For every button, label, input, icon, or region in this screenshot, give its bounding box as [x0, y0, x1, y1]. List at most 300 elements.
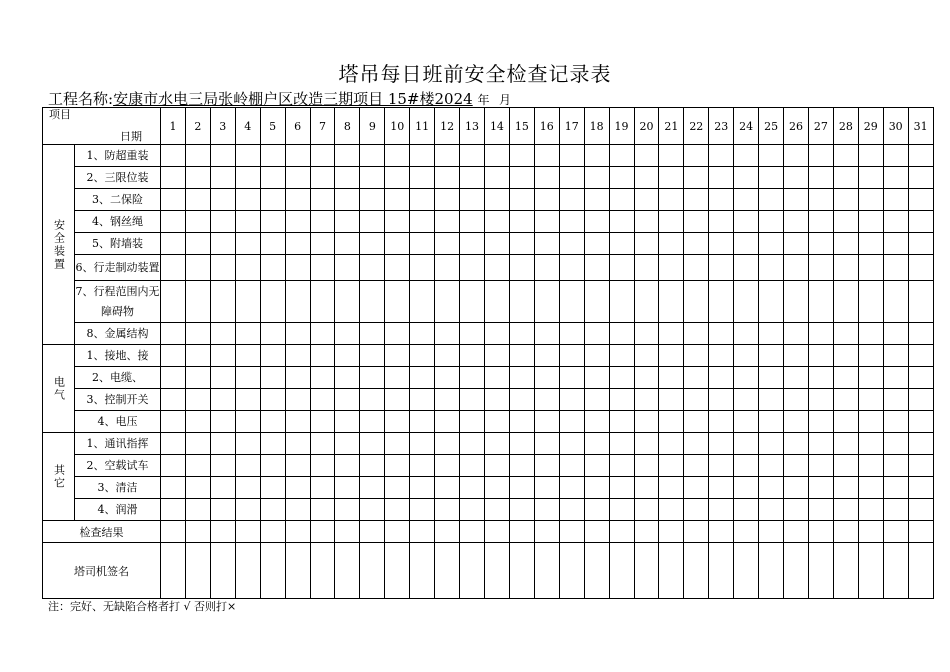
check-cell[interactable] — [559, 345, 584, 367]
check-cell[interactable] — [559, 233, 584, 255]
check-cell[interactable] — [385, 211, 410, 233]
check-cell[interactable] — [759, 367, 784, 389]
check-cell[interactable] — [659, 233, 684, 255]
check-cell[interactable] — [210, 455, 235, 477]
check-cell[interactable] — [285, 233, 310, 255]
check-cell[interactable] — [260, 433, 285, 455]
check-cell[interactable] — [759, 345, 784, 367]
check-cell[interactable] — [559, 281, 584, 323]
check-cell[interactable] — [360, 411, 385, 433]
check-cell[interactable] — [808, 323, 833, 345]
check-cell[interactable] — [584, 521, 609, 543]
check-cell[interactable] — [410, 233, 435, 255]
check-cell[interactable] — [484, 281, 509, 323]
check-cell[interactable] — [584, 411, 609, 433]
check-cell[interactable] — [609, 477, 634, 499]
check-cell[interactable] — [460, 255, 485, 281]
check-cell[interactable] — [235, 345, 260, 367]
check-cell[interactable] — [235, 281, 260, 323]
check-cell[interactable] — [634, 189, 659, 211]
check-cell[interactable] — [808, 499, 833, 521]
check-cell[interactable] — [858, 543, 883, 599]
check-cell[interactable] — [559, 543, 584, 599]
check-cell[interactable] — [285, 411, 310, 433]
check-cell[interactable] — [410, 167, 435, 189]
check-cell[interactable] — [534, 543, 559, 599]
check-cell[interactable] — [609, 281, 634, 323]
check-cell[interactable] — [310, 367, 335, 389]
check-cell[interactable] — [908, 521, 933, 543]
check-cell[interactable] — [584, 543, 609, 599]
check-cell[interactable] — [883, 281, 908, 323]
check-cell[interactable] — [260, 323, 285, 345]
check-cell[interactable] — [484, 233, 509, 255]
check-cell[interactable] — [659, 499, 684, 521]
check-cell[interactable] — [185, 255, 210, 281]
check-cell[interactable] — [484, 499, 509, 521]
check-cell[interactable] — [659, 211, 684, 233]
check-cell[interactable] — [335, 543, 360, 599]
check-cell[interactable] — [410, 521, 435, 543]
check-cell[interactable] — [634, 211, 659, 233]
check-cell[interactable] — [335, 167, 360, 189]
check-cell[interactable] — [509, 367, 534, 389]
check-cell[interactable] — [410, 455, 435, 477]
check-cell[interactable] — [584, 455, 609, 477]
check-cell[interactable] — [260, 145, 285, 167]
check-cell[interactable] — [509, 455, 534, 477]
check-cell[interactable] — [734, 411, 759, 433]
check-cell[interactable] — [833, 389, 858, 411]
check-cell[interactable] — [185, 411, 210, 433]
check-cell[interactable] — [360, 477, 385, 499]
check-cell[interactable] — [260, 521, 285, 543]
check-cell[interactable] — [185, 477, 210, 499]
check-cell[interactable] — [858, 499, 883, 521]
check-cell[interactable] — [759, 389, 784, 411]
check-cell[interactable] — [260, 189, 285, 211]
check-cell[interactable] — [161, 189, 186, 211]
check-cell[interactable] — [833, 323, 858, 345]
check-cell[interactable] — [833, 145, 858, 167]
check-cell[interactable] — [509, 167, 534, 189]
check-cell[interactable] — [808, 233, 833, 255]
check-cell[interactable] — [883, 433, 908, 455]
check-cell[interactable] — [808, 455, 833, 477]
check-cell[interactable] — [260, 281, 285, 323]
check-cell[interactable] — [808, 521, 833, 543]
check-cell[interactable] — [235, 189, 260, 211]
check-cell[interactable] — [410, 189, 435, 211]
check-cell[interactable] — [559, 521, 584, 543]
check-cell[interactable] — [559, 389, 584, 411]
check-cell[interactable] — [584, 233, 609, 255]
check-cell[interactable] — [858, 233, 883, 255]
check-cell[interactable] — [883, 455, 908, 477]
check-cell[interactable] — [883, 477, 908, 499]
check-cell[interactable] — [310, 345, 335, 367]
check-cell[interactable] — [908, 281, 933, 323]
check-cell[interactable] — [460, 345, 485, 367]
check-cell[interactable] — [460, 389, 485, 411]
check-cell[interactable] — [260, 455, 285, 477]
check-cell[interactable] — [360, 167, 385, 189]
check-cell[interactable] — [260, 233, 285, 255]
check-cell[interactable] — [509, 211, 534, 233]
check-cell[interactable] — [260, 499, 285, 521]
check-cell[interactable] — [634, 499, 659, 521]
check-cell[interactable] — [435, 189, 460, 211]
check-cell[interactable] — [360, 543, 385, 599]
check-cell[interactable] — [709, 499, 734, 521]
check-cell[interactable] — [385, 281, 410, 323]
check-cell[interactable] — [659, 345, 684, 367]
check-cell[interactable] — [709, 455, 734, 477]
check-cell[interactable] — [335, 255, 360, 281]
check-cell[interactable] — [310, 167, 335, 189]
check-cell[interactable] — [161, 389, 186, 411]
check-cell[interactable] — [335, 521, 360, 543]
check-cell[interactable] — [360, 255, 385, 281]
check-cell[interactable] — [235, 323, 260, 345]
check-cell[interactable] — [460, 455, 485, 477]
check-cell[interactable] — [460, 233, 485, 255]
check-cell[interactable] — [185, 521, 210, 543]
check-cell[interactable] — [335, 233, 360, 255]
check-cell[interactable] — [759, 145, 784, 167]
check-cell[interactable] — [410, 345, 435, 367]
check-cell[interactable] — [784, 389, 809, 411]
check-cell[interactable] — [185, 211, 210, 233]
check-cell[interactable] — [684, 411, 709, 433]
check-cell[interactable] — [210, 211, 235, 233]
check-cell[interactable] — [460, 477, 485, 499]
check-cell[interactable] — [734, 281, 759, 323]
check-cell[interactable] — [659, 145, 684, 167]
check-cell[interactable] — [161, 323, 186, 345]
check-cell[interactable] — [484, 367, 509, 389]
check-cell[interactable] — [509, 145, 534, 167]
check-cell[interactable] — [310, 543, 335, 599]
check-cell[interactable] — [709, 189, 734, 211]
check-cell[interactable] — [509, 189, 534, 211]
check-cell[interactable] — [734, 189, 759, 211]
check-cell[interactable] — [759, 499, 784, 521]
check-cell[interactable] — [833, 255, 858, 281]
check-cell[interactable] — [659, 389, 684, 411]
check-cell[interactable] — [534, 477, 559, 499]
check-cell[interactable] — [509, 233, 534, 255]
check-cell[interactable] — [908, 167, 933, 189]
check-cell[interactable] — [410, 211, 435, 233]
check-cell[interactable] — [435, 389, 460, 411]
check-cell[interactable] — [310, 521, 335, 543]
check-cell[interactable] — [210, 477, 235, 499]
check-cell[interactable] — [784, 167, 809, 189]
check-cell[interactable] — [335, 455, 360, 477]
check-cell[interactable] — [210, 499, 235, 521]
check-cell[interactable] — [634, 233, 659, 255]
check-cell[interactable] — [534, 499, 559, 521]
check-cell[interactable] — [759, 281, 784, 323]
check-cell[interactable] — [634, 145, 659, 167]
check-cell[interactable] — [534, 211, 559, 233]
check-cell[interactable] — [858, 411, 883, 433]
check-cell[interactable] — [335, 433, 360, 455]
check-cell[interactable] — [659, 477, 684, 499]
check-cell[interactable] — [634, 543, 659, 599]
check-cell[interactable] — [285, 167, 310, 189]
check-cell[interactable] — [709, 281, 734, 323]
check-cell[interactable] — [883, 521, 908, 543]
check-cell[interactable] — [435, 255, 460, 281]
check-cell[interactable] — [161, 455, 186, 477]
check-cell[interactable] — [659, 167, 684, 189]
check-cell[interactable] — [784, 455, 809, 477]
check-cell[interactable] — [460, 367, 485, 389]
check-cell[interactable] — [883, 233, 908, 255]
check-cell[interactable] — [609, 255, 634, 281]
check-cell[interactable] — [883, 411, 908, 433]
check-cell[interactable] — [858, 167, 883, 189]
check-cell[interactable] — [559, 255, 584, 281]
check-cell[interactable] — [634, 455, 659, 477]
check-cell[interactable] — [310, 145, 335, 167]
check-cell[interactable] — [709, 167, 734, 189]
check-cell[interactable] — [784, 499, 809, 521]
check-cell[interactable] — [210, 543, 235, 599]
check-cell[interactable] — [559, 455, 584, 477]
check-cell[interactable] — [235, 521, 260, 543]
check-cell[interactable] — [185, 345, 210, 367]
check-cell[interactable] — [435, 233, 460, 255]
check-cell[interactable] — [509, 499, 534, 521]
check-cell[interactable] — [509, 255, 534, 281]
check-cell[interactable] — [310, 255, 335, 281]
check-cell[interactable] — [784, 233, 809, 255]
check-cell[interactable] — [609, 345, 634, 367]
check-cell[interactable] — [559, 477, 584, 499]
check-cell[interactable] — [759, 255, 784, 281]
check-cell[interactable] — [385, 367, 410, 389]
check-cell[interactable] — [310, 323, 335, 345]
check-cell[interactable] — [609, 167, 634, 189]
check-cell[interactable] — [559, 323, 584, 345]
check-cell[interactable] — [858, 145, 883, 167]
check-cell[interactable] — [684, 233, 709, 255]
check-cell[interactable] — [684, 455, 709, 477]
check-cell[interactable] — [808, 167, 833, 189]
check-cell[interactable] — [634, 345, 659, 367]
check-cell[interactable] — [709, 323, 734, 345]
check-cell[interactable] — [185, 433, 210, 455]
check-cell[interactable] — [385, 145, 410, 167]
check-cell[interactable] — [659, 433, 684, 455]
check-cell[interactable] — [833, 433, 858, 455]
check-cell[interactable] — [584, 499, 609, 521]
check-cell[interactable] — [310, 433, 335, 455]
check-cell[interactable] — [908, 233, 933, 255]
check-cell[interactable] — [584, 189, 609, 211]
check-cell[interactable] — [335, 499, 360, 521]
check-cell[interactable] — [310, 233, 335, 255]
check-cell[interactable] — [784, 211, 809, 233]
check-cell[interactable] — [335, 367, 360, 389]
check-cell[interactable] — [684, 255, 709, 281]
check-cell[interactable] — [858, 323, 883, 345]
check-cell[interactable] — [285, 389, 310, 411]
check-cell[interactable] — [808, 477, 833, 499]
check-cell[interactable] — [659, 455, 684, 477]
check-cell[interactable] — [634, 477, 659, 499]
check-cell[interactable] — [285, 145, 310, 167]
check-cell[interactable] — [435, 477, 460, 499]
check-cell[interactable] — [534, 367, 559, 389]
check-cell[interactable] — [609, 323, 634, 345]
check-cell[interactable] — [460, 323, 485, 345]
check-cell[interactable] — [784, 543, 809, 599]
check-cell[interactable] — [235, 477, 260, 499]
check-cell[interactable] — [460, 499, 485, 521]
check-cell[interactable] — [410, 477, 435, 499]
check-cell[interactable] — [360, 389, 385, 411]
check-cell[interactable] — [684, 543, 709, 599]
check-cell[interactable] — [260, 477, 285, 499]
check-cell[interactable] — [609, 389, 634, 411]
check-cell[interactable] — [609, 543, 634, 599]
check-cell[interactable] — [509, 543, 534, 599]
check-cell[interactable] — [784, 411, 809, 433]
check-cell[interactable] — [559, 411, 584, 433]
check-cell[interactable] — [484, 323, 509, 345]
check-cell[interactable] — [559, 189, 584, 211]
check-cell[interactable] — [235, 367, 260, 389]
check-cell[interactable] — [833, 455, 858, 477]
check-cell[interactable] — [883, 189, 908, 211]
check-cell[interactable] — [410, 389, 435, 411]
check-cell[interactable] — [833, 211, 858, 233]
check-cell[interactable] — [609, 233, 634, 255]
check-cell[interactable] — [709, 255, 734, 281]
check-cell[interactable] — [634, 411, 659, 433]
check-cell[interactable] — [185, 389, 210, 411]
check-cell[interactable] — [858, 389, 883, 411]
check-cell[interactable] — [385, 521, 410, 543]
check-cell[interactable] — [584, 345, 609, 367]
check-cell[interactable] — [484, 255, 509, 281]
check-cell[interactable] — [410, 323, 435, 345]
check-cell[interactable] — [185, 323, 210, 345]
check-cell[interactable] — [335, 411, 360, 433]
check-cell[interactable] — [784, 521, 809, 543]
check-cell[interactable] — [210, 281, 235, 323]
check-cell[interactable] — [784, 255, 809, 281]
check-cell[interactable] — [410, 499, 435, 521]
check-cell[interactable] — [460, 543, 485, 599]
check-cell[interactable] — [360, 211, 385, 233]
check-cell[interactable] — [883, 543, 908, 599]
check-cell[interactable] — [385, 389, 410, 411]
check-cell[interactable] — [360, 367, 385, 389]
check-cell[interactable] — [734, 167, 759, 189]
check-cell[interactable] — [285, 323, 310, 345]
check-cell[interactable] — [734, 521, 759, 543]
check-cell[interactable] — [185, 455, 210, 477]
check-cell[interactable] — [709, 543, 734, 599]
check-cell[interactable] — [210, 255, 235, 281]
check-cell[interactable] — [808, 367, 833, 389]
check-cell[interactable] — [285, 455, 310, 477]
check-cell[interactable] — [235, 389, 260, 411]
check-cell[interactable] — [509, 521, 534, 543]
check-cell[interactable] — [634, 167, 659, 189]
check-cell[interactable] — [484, 411, 509, 433]
check-cell[interactable] — [185, 189, 210, 211]
check-cell[interactable] — [285, 433, 310, 455]
check-cell[interactable] — [709, 367, 734, 389]
check-cell[interactable] — [161, 345, 186, 367]
check-cell[interactable] — [709, 145, 734, 167]
check-cell[interactable] — [559, 433, 584, 455]
check-cell[interactable] — [410, 255, 435, 281]
check-cell[interactable] — [759, 233, 784, 255]
check-cell[interactable] — [260, 211, 285, 233]
check-cell[interactable] — [161, 367, 186, 389]
check-cell[interactable] — [435, 145, 460, 167]
check-cell[interactable] — [185, 145, 210, 167]
check-cell[interactable] — [335, 211, 360, 233]
check-cell[interactable] — [634, 433, 659, 455]
check-cell[interactable] — [858, 211, 883, 233]
check-cell[interactable] — [584, 389, 609, 411]
check-cell[interactable] — [684, 367, 709, 389]
check-cell[interactable] — [709, 477, 734, 499]
check-cell[interactable] — [634, 389, 659, 411]
check-cell[interactable] — [908, 345, 933, 367]
check-cell[interactable] — [584, 255, 609, 281]
check-cell[interactable] — [833, 543, 858, 599]
check-cell[interactable] — [285, 281, 310, 323]
check-cell[interactable] — [435, 323, 460, 345]
check-cell[interactable] — [908, 433, 933, 455]
check-cell[interactable] — [185, 233, 210, 255]
check-cell[interactable] — [235, 167, 260, 189]
check-cell[interactable] — [385, 167, 410, 189]
check-cell[interactable] — [534, 521, 559, 543]
check-cell[interactable] — [684, 145, 709, 167]
check-cell[interactable] — [335, 145, 360, 167]
check-cell[interactable] — [534, 189, 559, 211]
check-cell[interactable] — [435, 499, 460, 521]
check-cell[interactable] — [260, 543, 285, 599]
check-cell[interactable] — [709, 389, 734, 411]
check-cell[interactable] — [435, 433, 460, 455]
check-cell[interactable] — [235, 145, 260, 167]
check-cell[interactable] — [609, 455, 634, 477]
check-cell[interactable] — [684, 521, 709, 543]
check-cell[interactable] — [410, 433, 435, 455]
check-cell[interactable] — [709, 345, 734, 367]
check-cell[interactable] — [833, 499, 858, 521]
check-cell[interactable] — [484, 145, 509, 167]
check-cell[interactable] — [310, 211, 335, 233]
check-cell[interactable] — [833, 281, 858, 323]
check-cell[interactable] — [584, 367, 609, 389]
check-cell[interactable] — [833, 345, 858, 367]
check-cell[interactable] — [559, 499, 584, 521]
check-cell[interactable] — [385, 543, 410, 599]
check-cell[interactable] — [684, 211, 709, 233]
